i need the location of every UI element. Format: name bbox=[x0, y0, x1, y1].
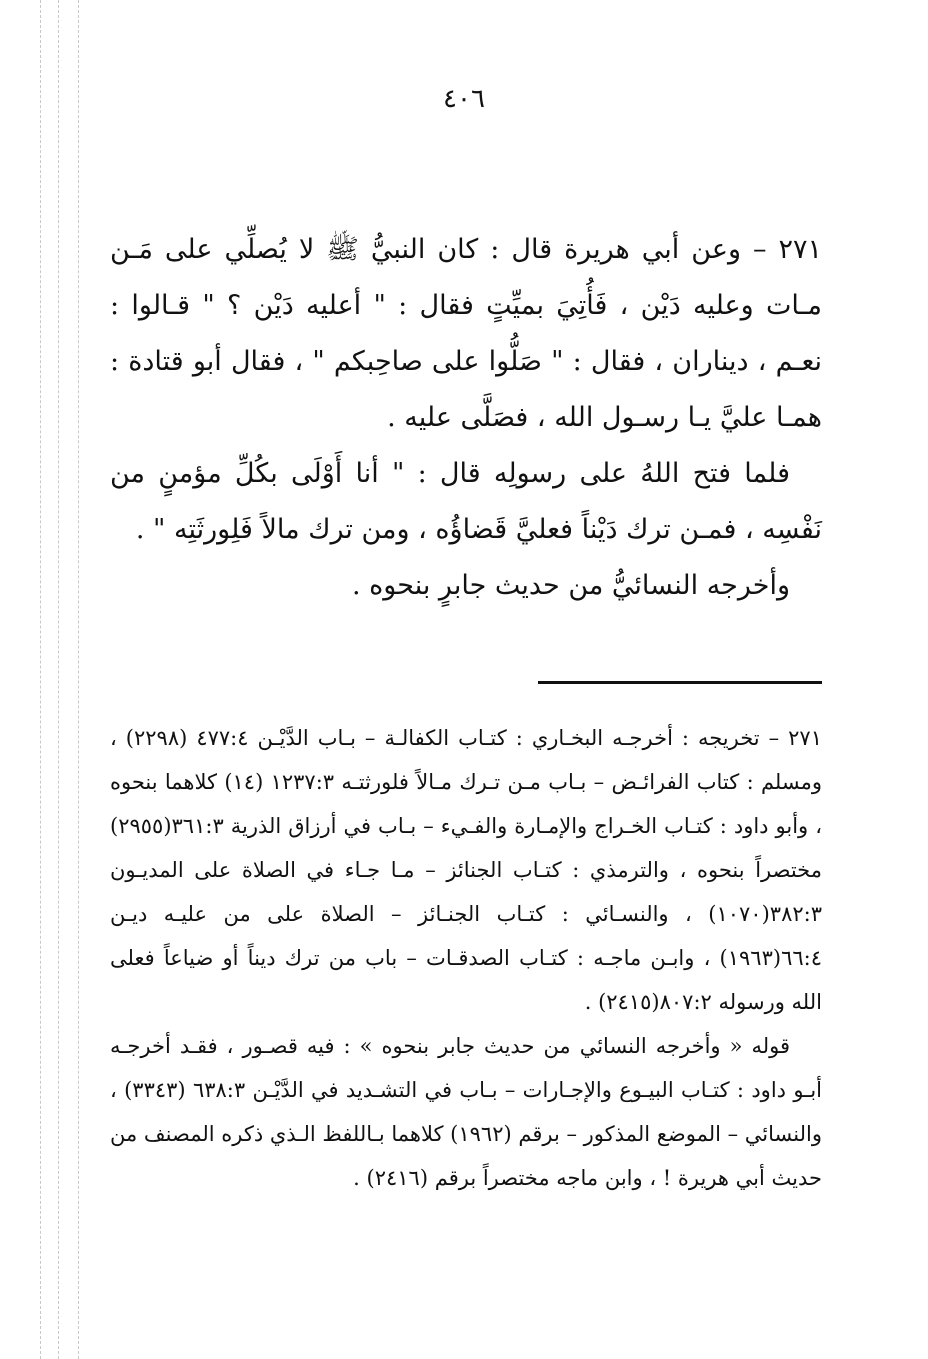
hadith-paragraph: وأخرجه النسائيُّ من حديث جابرٍ بنحوه . bbox=[352, 570, 790, 601]
footnotes-block bbox=[110, 716, 822, 1200]
scan-margin-line bbox=[78, 0, 79, 1359]
footnote-paragraph: ٢٧١ – تخريجه : أخرجـه البخـاري : كتـاب الكفالـة – بـاب الدَّيْـن ٤٧٧:٤ (٢٢٩٨) ، ومسلم : كتاب الفرائـض – بـاب مـن تـرك مـالاً فلورثتـه ١٢٣٧:٣ (١٤) كلاهما بنحوه ، وأبو داود : كتـاب الخـراج والإمـارة والفـيء – بـاب في أرزاق الذرية ٣٦١:٣(٢٩٥٥) مختصراً بنحوه ، والترمذي : كتـاب الجنائز – مـا جـاء في الصلاة على المديـون ٣٨٢:٣(١٠٧٠) ، والنسـائي : كتـاب الجنـائز – الصلاة على من عليـه ديـن ٦٦:٤(١٩٦٣) ، وابـن ماجـه : كتـاب الصدقـات – باب من ترك ديناً أو ضياعاً فعلى الله ورسوله ٨٠٧:٢(٢٤١٥) . bbox=[110, 726, 822, 1014]
footnote-separator bbox=[538, 681, 822, 684]
scan-margin-line bbox=[58, 0, 59, 1359]
hadith-paragraph: فلما فتح اللهُ على رسولِه قال : " أنا أَوْلَى بكُلِّ مؤمنٍ من نَفْسِه ، فمـن ترك دَيْناً فعليَّ قَضاؤُه ، ومن ترك مالاً فَلِورثَتِه " . bbox=[110, 458, 822, 545]
page-number: ٤٠٦ bbox=[443, 84, 485, 114]
scan-margin-line bbox=[40, 0, 41, 1359]
hadith-paragraph: ٢٧١ – وعن أبي هريرة قال : كان النبيُّ ﷺ لا يُصلِّي على مَـن مـات وعليه دَيْن ، فَأُتِيَ بميِّتٍ فقال : " أعليه دَيْن ؟ " قـالوا : نعـم ، ديناران ، فقال : " صَلُّوا على صاحِبكم " ، فقال أبو قتادة : همـا عليَّ يـا رسـول الله ، فصَلَّى عليه . bbox=[110, 234, 822, 433]
main-text-block bbox=[110, 222, 822, 614]
footnote-paragraph: قوله « وأخرجه النسائي من حديث جابر بنحوه » : فيه قصـور ، فقـد أخرجـه أبـو داود : كتـاب البيـوع والإجـارات – بـاب في التشـديد في الدَّيْـن ٦٣٨:٣ (٣٣٤٣) ، والنسائي – الموضع المذكور – برقم (١٩٦٢) كلاهما بـاللفظ الـذي ذكره المصنف من حديث أبي هريرة ! ، وابن ماجه مختصراً برقم (٢٤١٦) . bbox=[110, 1034, 822, 1190]
